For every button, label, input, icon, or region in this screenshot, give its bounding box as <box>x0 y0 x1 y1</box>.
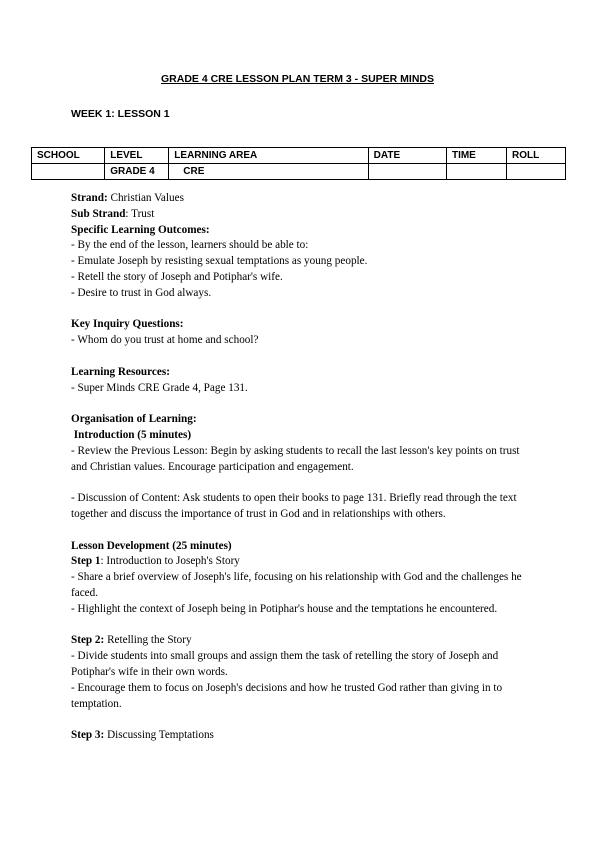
cell-school <box>32 164 105 180</box>
step1-title: : Introduction to Joseph's Story <box>100 555 240 568</box>
list-item: - Whom do you trust at home and school? <box>71 334 259 347</box>
sub-strand-value: : Trust <box>125 207 155 220</box>
header-time: TIME <box>446 148 506 164</box>
document-title: GRADE 4 CRE LESSON PLAN TERM 3 - SUPER MINDS <box>160 73 435 85</box>
lesson-body <box>71 191 531 744</box>
development-heading: Lesson Development (25 minutes) <box>71 539 232 552</box>
list-item: - Share a brief overview of Joseph's life, focusing on his relationship with God and the challenges he faced. <box>71 571 522 599</box>
list-item: - Retell the story of Joseph and Potiphar's wife. <box>71 270 283 283</box>
header-level: LEVEL <box>105 148 169 164</box>
list-item: - Divide students into small groups and assign them the task of retelling the story of Joseph and Potiphar's wife in their own words. <box>71 650 499 678</box>
step2-title: Retelling the Story <box>104 634 192 647</box>
step3-title: Discussing Temptations <box>104 729 214 742</box>
step1-line <box>71 554 531 570</box>
introduction-heading: Introduction (5 minutes) <box>71 428 192 441</box>
list-item: - Super Minds CRE Grade 4, Page 131. <box>71 381 248 394</box>
cell-roll <box>506 164 565 180</box>
cell-level: GRADE 4 <box>105 164 169 180</box>
cell-time <box>446 164 506 180</box>
header-learning-area: LEARNING AREA <box>169 148 368 164</box>
week-lesson-heading: WEEK 1: LESSON 1 <box>71 108 170 120</box>
step1-label: Step 1 <box>71 555 101 568</box>
header-date: DATE <box>368 148 446 164</box>
list-item: - Highlight the context of Joseph being in Potiphar's house and the temptations he encountered. <box>71 602 498 615</box>
organisation-heading: Organisation of Learning: <box>71 413 197 426</box>
table-header-row <box>32 148 566 164</box>
step3-label: Step 3: <box>71 729 105 742</box>
resources-heading: Learning Resources: <box>71 365 170 378</box>
strand-value: Christian Values <box>107 192 184 204</box>
step3-line <box>71 728 531 744</box>
header-roll: ROLL <box>506 148 565 164</box>
table-row <box>32 164 566 180</box>
list-item: - Encourage them to focus on Joseph's decisions and how he trusted God rather than giving in to temptation. <box>71 681 503 710</box>
sub-strand-line <box>71 207 531 223</box>
list-item: - By the end of the lesson, learners should be able to: <box>71 239 309 252</box>
list-item: - Desire to trust in God always. <box>71 286 212 299</box>
header-school: SCHOOL <box>32 148 105 164</box>
lesson-info-table <box>31 147 566 180</box>
strand-line <box>71 191 531 207</box>
cell-learning-area: CRE <box>169 164 368 180</box>
step2-label: Step 2: <box>71 634 105 647</box>
step2-line <box>71 633 531 649</box>
slo-heading: Specific Learning Outcomes: <box>71 223 210 236</box>
sub-strand-label: Sub Strand <box>71 207 126 220</box>
list-item: - Emulate Joseph by resisting sexual temptations as young people. <box>71 255 368 268</box>
review-paragraph: - Review the Previous Lesson: Begin by asking students to recall the last lesson's key points on trust and Christian values. Encourage participation and engagement. <box>71 444 520 473</box>
discussion-paragraph: - Discussion of Content: Ask students to open their books to page 131. Briefly read through the text together and discuss the importance of trust in God and in relationships with others. <box>71 492 517 520</box>
strand-label: Strand: <box>71 192 108 204</box>
cell-date <box>368 164 446 180</box>
kiq-heading: Key Inquiry Questions: <box>71 318 184 331</box>
